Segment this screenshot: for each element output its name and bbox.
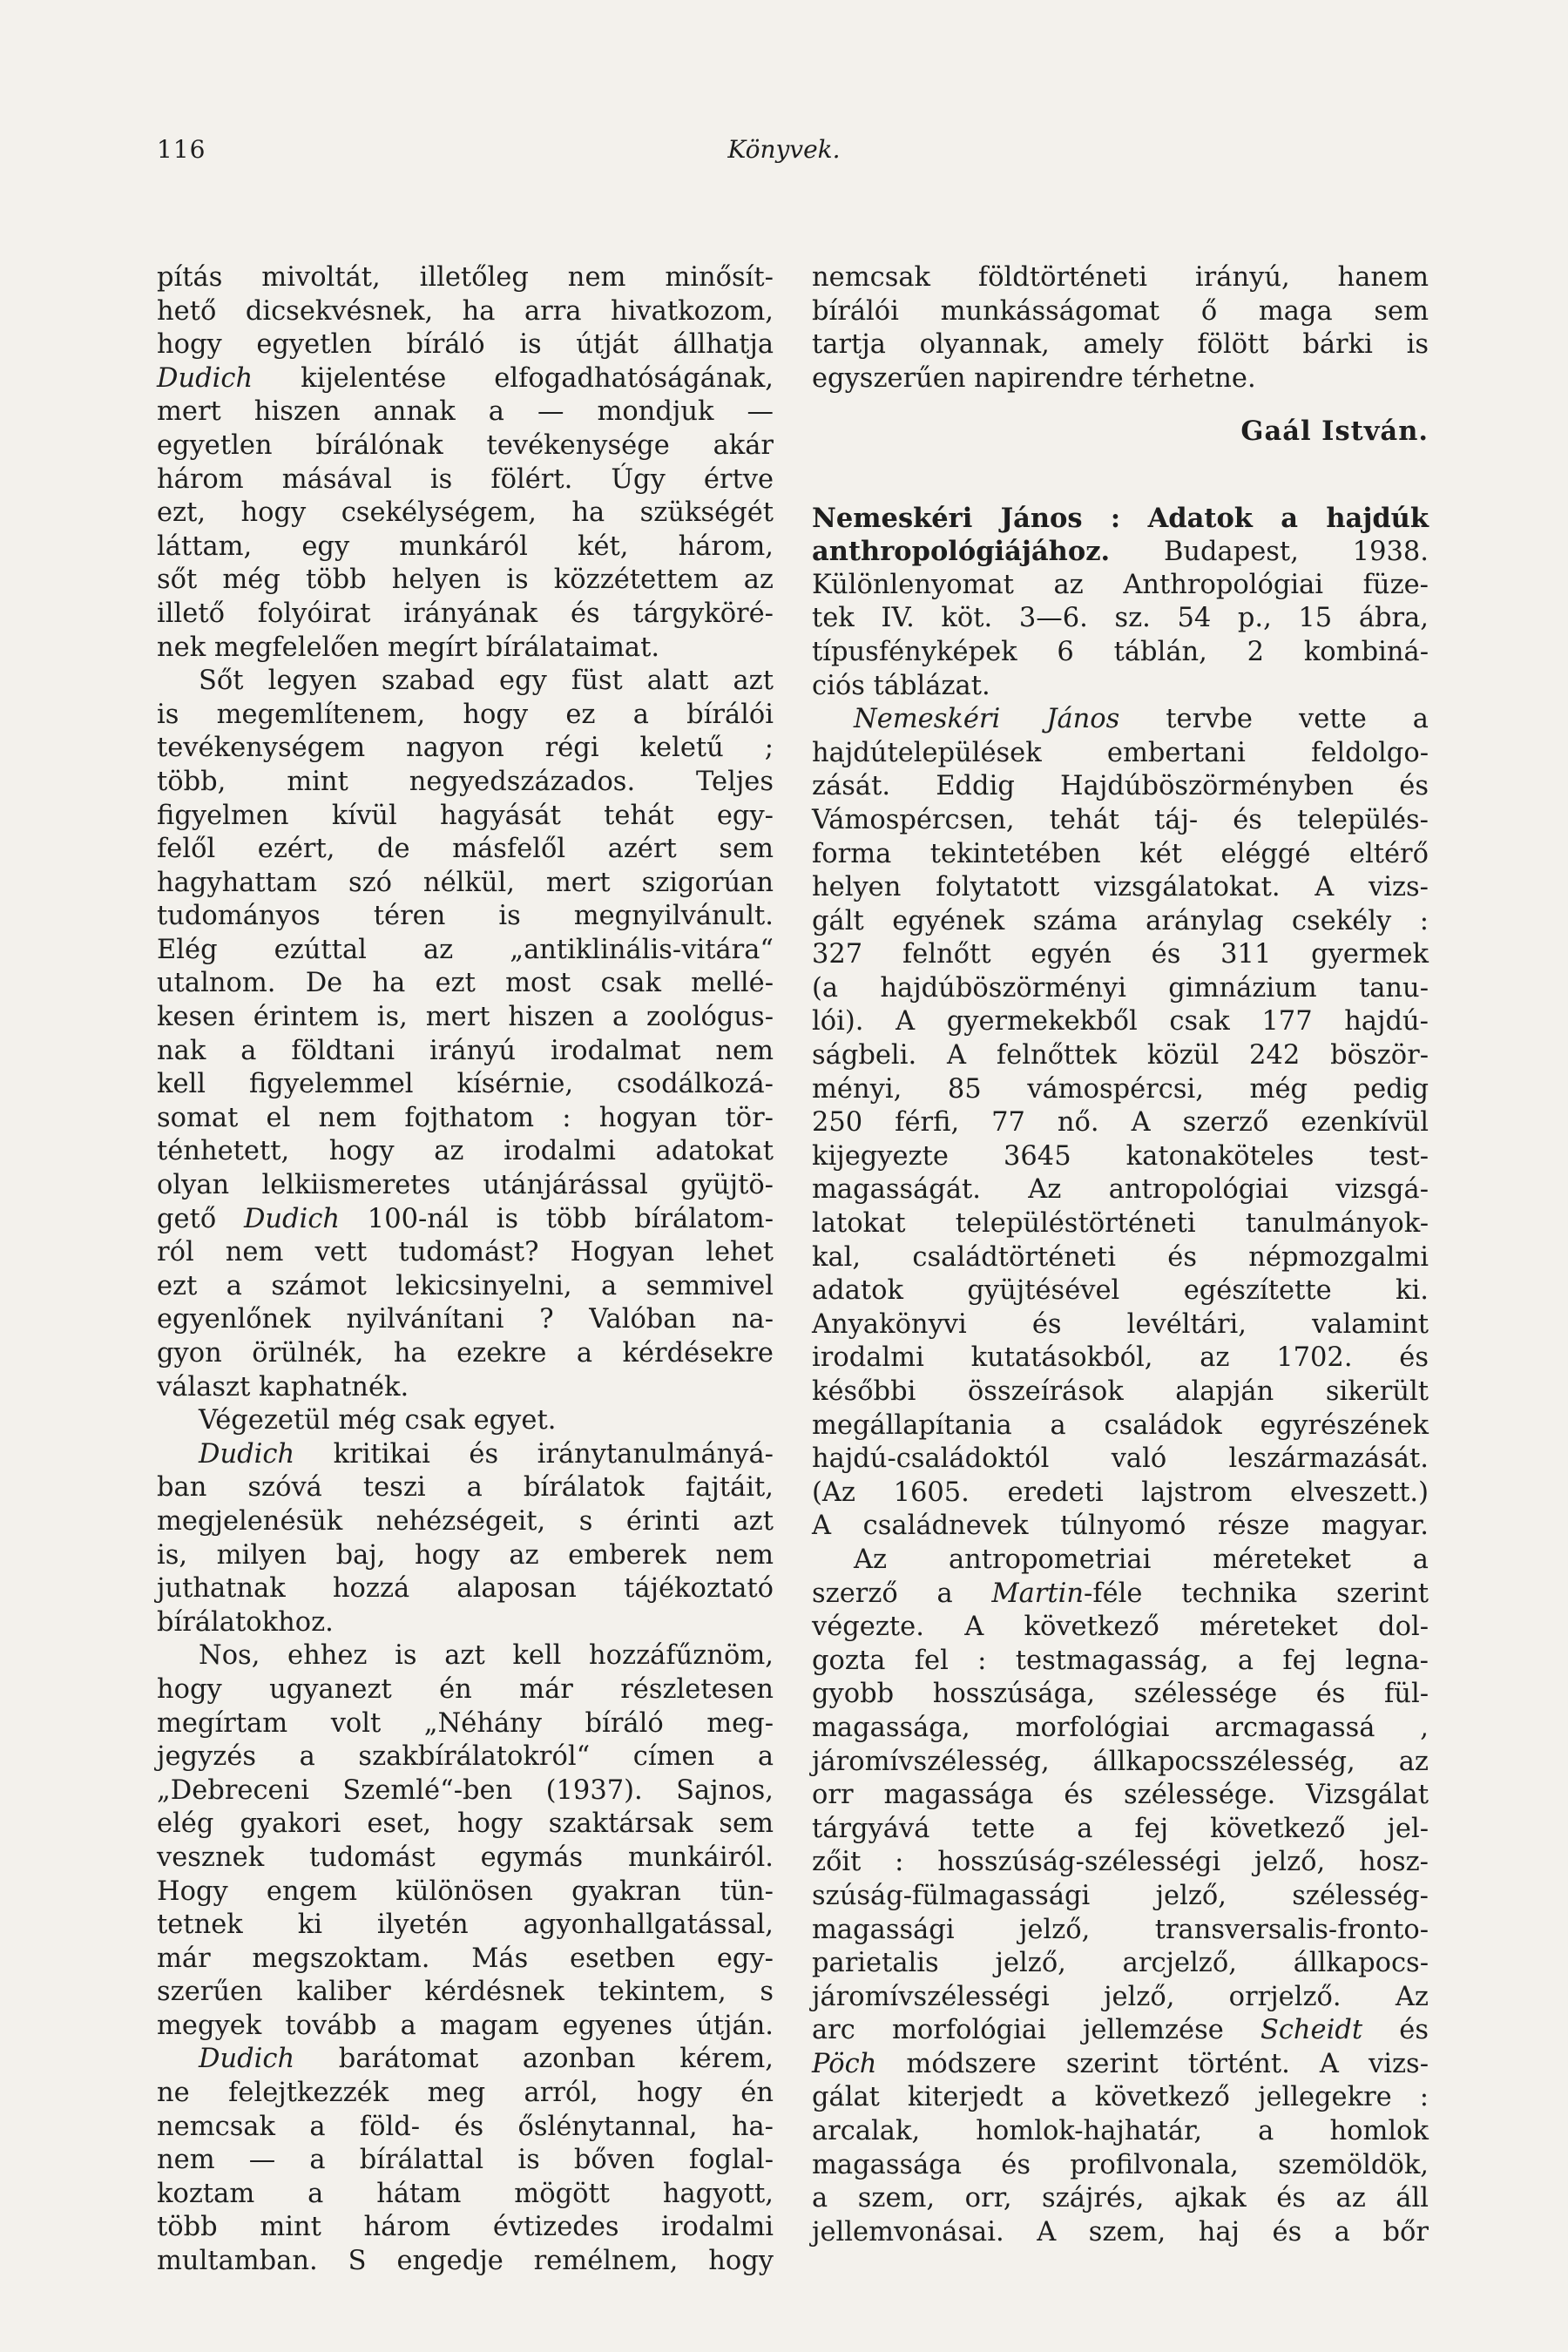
text-line: 327 felnőtt egyén és 311 gyermek xyxy=(812,939,1429,970)
text-line: szúság-fülmagassági jelző, szélesség- xyxy=(812,1880,1429,1911)
text-line: (Az 1605. eredeti lajstrom elveszett.) xyxy=(812,1477,1429,1508)
text-line: Dudich kritikai és iránytanulmányá- xyxy=(199,1438,774,1470)
text-line: latokat településtörténeti tanulmányok- xyxy=(812,1208,1429,1240)
text-line: nem — a bírálattal is bőven foglal- xyxy=(157,2145,774,2176)
left-text-column xyxy=(157,261,774,2279)
text-line: későbbi összeírások alapján sikerült xyxy=(812,1376,1429,1407)
text-line: 250 férfi, 77 nő. A szerző ezenkívül xyxy=(812,1107,1429,1139)
text-line: tárgyává tette a fej következő jel- xyxy=(812,1813,1429,1844)
text-line: Nemeskéri János tervbe vette a xyxy=(854,704,1429,735)
text-line: hogy ugyanezt én már részletesen xyxy=(157,1673,774,1705)
right-text-column xyxy=(812,261,1429,2249)
text-line: láttam, egy munkáról két, három, xyxy=(157,531,774,562)
text-line: több mint három évtizedes irodalmi xyxy=(157,2212,774,2243)
text-line: Nemeskéri János : Adatok a hajdúk xyxy=(812,502,1429,534)
text-line: kell figyelemmel kísérnie, csodálkozá- xyxy=(157,1069,774,1100)
text-line: a szem, orr, szájrés, ajkak és az áll xyxy=(812,2183,1429,2214)
text-line: magasságát. Az antropológiai vizsgá- xyxy=(812,1174,1429,1206)
text-line: ezt, hogy csekélységem, ha szükségét xyxy=(157,497,774,529)
text-line: Sőt legyen szabad egy füst alatt azt xyxy=(199,666,774,697)
text-line: megírtam volt „Néhány bíráló meg- xyxy=(157,1707,774,1739)
text-line: nemcsak földtörténeti irányú, hanem xyxy=(812,262,1429,293)
text-line: nak a földtani irányú irodalmat nem xyxy=(157,1035,774,1066)
text-line: magassága, morfológiai arcmagassá , xyxy=(812,1712,1429,1743)
text-line: illető folyóirat irányának és tárgyköré- xyxy=(157,598,774,629)
text-line: ságbeli. A felnőttek közül 242 böször- xyxy=(812,1040,1429,1071)
text-line: Hogy engem különösen gyakran tün- xyxy=(157,1876,774,1907)
text-line: ezt a számot lekicsinyelni, a semmivel xyxy=(157,1270,774,1301)
text-line: helyen folytatott vizsgálatokat. A vizs- xyxy=(812,872,1429,903)
text-line: egyetlen bírálónak tevékenysége akár xyxy=(157,429,774,461)
text-line: Elég ezúttal az „antiklinális-vitára“ xyxy=(157,934,774,965)
text-line: figyelmen kívül hagyását tehát egy- xyxy=(157,800,774,831)
text-line xyxy=(812,449,1429,483)
text-line: kesen érintem is, mert hiszen a zoológus- xyxy=(157,1002,774,1033)
text-line: gált egyének száma aránylag csekély : xyxy=(812,905,1429,936)
text-line: gozta fel : testmagasság, a fej legna- xyxy=(812,1645,1429,1676)
text-line: ban szóvá teszi a bírálatok fajtáit, xyxy=(157,1472,774,1504)
text-line: juthatnak hozzá alaposan tájékoztató xyxy=(157,1573,774,1605)
text-line: már megszoktam. Más esetben egy- xyxy=(157,1943,774,1974)
text-line: utalnom. De ha ezt most csak mellé- xyxy=(157,968,774,999)
text-line: típusfényképek 6 táblán, 2 kombiná- xyxy=(812,636,1429,667)
text-line: pítás mivoltát, illetőleg nem minősít- xyxy=(157,262,774,293)
text-line: bírálatokhoz. xyxy=(157,1606,334,1638)
text-line: (a hajdúböszörményi gimnázium tanu- xyxy=(812,972,1429,1004)
text-line: parietalis jelző, arcjelző, állkapocs- xyxy=(812,1948,1429,1979)
text-line: megállapítania a családok egyrészének xyxy=(812,1409,1429,1441)
text-line: zását. Eddig Hajdúböszörményben és xyxy=(812,771,1429,802)
text-line: hagyhattam szó nélkül, mert szigorúan xyxy=(157,867,774,898)
text-line: magassági jelző, transversalis-fronto- xyxy=(812,1914,1429,1945)
text-line: forma tekintetében két eléggé eltérő xyxy=(812,838,1429,869)
text-line: hajdú-családoktól való leszármazását. xyxy=(812,1443,1429,1475)
running-head: Könyvek. xyxy=(727,135,841,164)
page-number: 116 xyxy=(157,135,206,164)
text-line: Dudich kijelentése elfogadhatóságának, xyxy=(157,362,774,394)
text-line: tetnek ki ilyetén agyonhallgatással, xyxy=(157,1909,774,1941)
text-line: választ kaphatnék. xyxy=(157,1371,409,1402)
text-line: tudományos téren is megnyilvánult. xyxy=(157,901,774,932)
text-line: adatok gyüjtésével egészítette ki. xyxy=(812,1275,1429,1307)
text-line: ciós táblázat. xyxy=(812,670,990,701)
text-line: ténhetett, hogy az irodalmi adatokat xyxy=(157,1136,774,1167)
text-line: sőt még több helyen is közzétettem az xyxy=(157,564,774,596)
text-line: Az antropometriai méreteket a xyxy=(854,1544,1429,1575)
text-line: zőit : hosszúság-szélességi jelző, hosz- xyxy=(812,1847,1429,1878)
text-line xyxy=(812,395,1429,415)
text-line: „Debreceni Szemlé“-ben (1937). Sajnos, xyxy=(157,1774,774,1806)
text-line: járomívszélesség, állkapocsszélesség, az xyxy=(812,1746,1429,1777)
text-line: tevékenységem nagyon régi keletű ; xyxy=(157,733,774,764)
text-line: szerűen kaliber kérdésnek tekintem, s xyxy=(157,1977,774,2008)
text-line: olyan lelkiismeretes utánjárással gyüjtö- xyxy=(157,1170,774,1201)
text-line: anthropológiájához. Budapest, 1938. xyxy=(812,536,1429,568)
text-line: lói). A gyermekekből csak 177 hajdú- xyxy=(812,1006,1429,1037)
text-line: Dudich barátomat azonban kérem, xyxy=(199,2044,774,2075)
text-line: is, milyen baj, hogy az emberek nem xyxy=(157,1539,774,1571)
text-line: felől ezért, de másfelől azért sem xyxy=(157,834,774,865)
text-line: Anyakönyvi és levéltári, valamint xyxy=(812,1308,1429,1340)
text-line: egyenlőnek nyilvánítani ? Valóban na- xyxy=(157,1304,774,1335)
text-line: kijegyezte 3645 katonaköteles test- xyxy=(812,1140,1429,1172)
text-line: nemcsak a föld- és őslénytannal, ha- xyxy=(157,2111,774,2142)
text-line: tek IV. köt. 3—6. sz. 54 p., 15 ábra, xyxy=(812,603,1429,634)
text-line: végezte. A következő méreteket dol- xyxy=(812,1612,1429,1643)
text-line: jegyzés a szakbírálatokról“ címen a xyxy=(157,1741,774,1773)
text-line: Vámospércsen, tehát táj- és település- xyxy=(812,804,1429,835)
text-line: mert hiszen annak a — mondjuk — xyxy=(157,396,774,428)
text-line: magassága és profilvonala, szemöldök, xyxy=(812,2149,1429,2180)
text-line: több, mint negyedszázados. Teljes xyxy=(157,766,774,797)
text-line: szerző a Martin-féle technika szerint xyxy=(812,1578,1429,1609)
text-line: megyek tovább a magam egyenes útján. xyxy=(157,2010,774,2041)
text-line: A családnevek túlnyomó része magyar. xyxy=(812,1511,1429,1542)
text-line: gálat kiterjedt a következő jellegekre : xyxy=(812,2082,1429,2113)
text-line: is megemlítenem, hogy ez a bírálói xyxy=(157,699,774,730)
text-line: Különlenyomat az Anthropológiai füze- xyxy=(812,569,1429,600)
text-line: somat el nem fojthatom : hogyan tör- xyxy=(157,1102,774,1133)
text-line: ne felejtkezzék meg arról, hogy én xyxy=(157,2078,774,2109)
text-line: koztam a hátam mögött hagyott, xyxy=(157,2178,774,2209)
text-line: Pöch módszere szerint történt. A vizs- xyxy=(812,2048,1429,2079)
text-line: bírálói munkásságomat ő maga sem xyxy=(812,295,1429,327)
text-line: három másával is fölért. Úgy értve xyxy=(157,463,774,495)
page-header xyxy=(157,135,1411,179)
text-line: gyon örülnék, ha ezekre a kérdésekre xyxy=(157,1338,774,1369)
text-line: ról nem vett tudomást? Hogyan lehet xyxy=(157,1237,774,1268)
text-line: járomívszélességi jelző, orrjelző. Az xyxy=(812,1981,1429,2012)
text-line: tartja olyannak, amely fölött bárki is xyxy=(812,329,1429,361)
text-line: Végezetül még csak egyet. xyxy=(199,1405,557,1436)
text-line: ményi, 85 vámospércsi, még pedig xyxy=(812,1073,1429,1105)
text-line: hető dicsekvésnek, ha arra hivatkozom, xyxy=(157,295,774,327)
text-line: gető Dudich 100-nál is több bírálatom- xyxy=(157,1203,774,1234)
text-line: orr magassága és szélessége. Vizsgálat xyxy=(812,1780,1429,1811)
text-line: jellemvonásai. A szem, haj és a bőr xyxy=(812,2216,1429,2247)
text-line: multamban. S engedje remélnem, hogy xyxy=(157,2246,774,2277)
text-line: nek megfelelően megírt bírálataimat. xyxy=(157,632,660,663)
text-line: vesznek tudomást egymás munkáiról. xyxy=(157,1842,774,1873)
text-line: arcalak, homlok-hajhatár, a homlok xyxy=(812,2116,1429,2147)
text-line: elég gyakori eset, hogy szaktársak sem xyxy=(157,1808,774,1840)
review-signature: Gaál István. xyxy=(1240,416,1429,448)
text-line: egyszerűen napirendre térhetne. xyxy=(812,362,1256,394)
text-line: irodalmi kutatásokból, az 1702. és xyxy=(812,1342,1429,1374)
text-line: arc morfológiai jellemzése Scheidt és xyxy=(812,2015,1429,2046)
text-line: kal, családtörténeti és népmozgalmi xyxy=(812,1241,1429,1273)
text-line: gyobb hosszúsága, szélessége és fül- xyxy=(812,1679,1429,1710)
text-line: Nos, ehhez is azt kell hozzáfűznöm, xyxy=(199,1640,774,1672)
text-line: hogy egyetlen bíráló is útját állhatja xyxy=(157,329,774,361)
text-line: megjelenésük nehézségeit, s érinti azt xyxy=(157,1505,774,1537)
text-line: hajdútelepülések embertani feldolgo- xyxy=(812,737,1429,768)
text-line xyxy=(812,483,1429,502)
